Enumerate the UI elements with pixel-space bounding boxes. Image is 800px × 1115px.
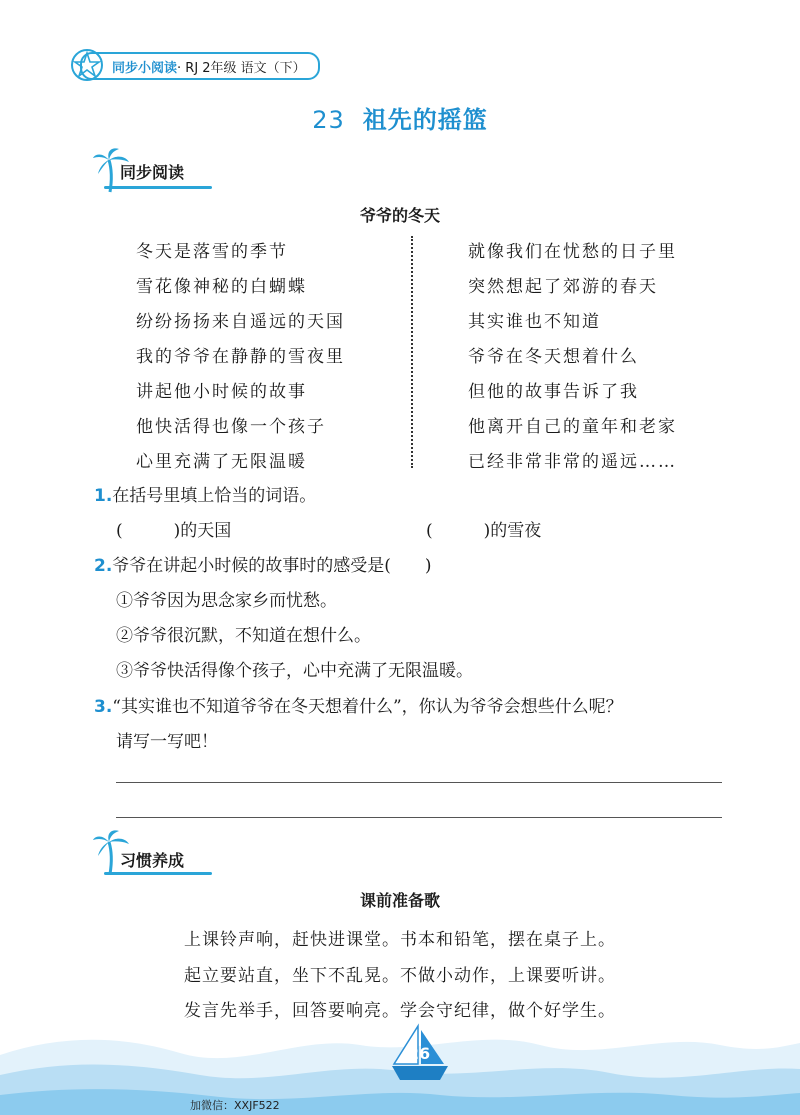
section-reading-label: 同步阅读 xyxy=(120,163,185,182)
section-habit-underline xyxy=(104,872,212,875)
blank-snowy-night[interactable]: ( )的雪夜 xyxy=(426,521,542,541)
poem-line: 他快活得也像一个孩子 xyxy=(136,417,326,437)
poem-line: 但他的故事告诉了我 xyxy=(468,382,639,402)
question-3-text-continued: 请写一写吧！ xyxy=(116,732,218,752)
answer-line[interactable] xyxy=(116,817,722,818)
question-2-text: 爷爷在讲起小时候的故事时的感受是( ) xyxy=(112,556,432,576)
poem-line: 纷纷扬扬来自遥远的天国 xyxy=(136,312,345,332)
question-2 xyxy=(94,551,432,576)
question-3-number: 3. xyxy=(94,697,113,717)
series-info: · RJ 2年级 语文（下） xyxy=(177,60,306,76)
poem-title: 爷爷的冬天 xyxy=(359,206,440,225)
lesson-name: 祖先的摇篮 xyxy=(362,106,488,134)
poem-line: 爷爷在冬天想着什么 xyxy=(468,347,639,367)
series-brand: 同步小阅读 xyxy=(112,60,178,76)
poem-line: 他离开自己的童年和老家 xyxy=(468,417,677,437)
poem-line: 其实谁也不知道 xyxy=(468,312,601,332)
section-habit-label: 习惯养成 xyxy=(120,851,185,870)
lesson-title xyxy=(0,100,800,135)
poem-line: 雪花像神秘的白蝴蝶 xyxy=(136,277,307,297)
song-line: 上课铃声响，赶快进课堂。书本和铅笔，摆在桌子上。 xyxy=(184,930,616,950)
poem-line: 我的爷爷在静静的雪夜里 xyxy=(136,347,345,367)
poem-line: 讲起他小时候的故事 xyxy=(136,382,307,402)
blank-heavenly-kingdom[interactable]: ( )的天国 xyxy=(116,521,232,541)
answer-line[interactable] xyxy=(116,782,722,783)
series-badge xyxy=(80,52,320,80)
song-line: 起立要站直，坐下不乱晃。不做小动作，上课要听讲。 xyxy=(184,966,616,986)
poem-line: 突然想起了郊游的春天 xyxy=(468,277,658,297)
poem-divider xyxy=(411,236,413,468)
footer-text: 加微信：XXJF522 xyxy=(190,1099,280,1112)
page-number: 26 xyxy=(407,1044,431,1063)
song-line: 发言先举手，回答要响亮。学会守纪律，做个好学生。 xyxy=(184,1001,616,1021)
poem-line: 已经非常非常的遥远…… xyxy=(468,452,677,472)
poem-line: 冬天是落雪的季节 xyxy=(136,242,288,262)
question-1-number: 1. xyxy=(94,486,113,506)
song-title: 课前准备歌 xyxy=(359,891,440,910)
question-2-option[interactable]: ②爷爷很沉默，不知道在想什么。 xyxy=(116,626,371,646)
question-1-text: 在括号里填上恰当的词语。 xyxy=(112,486,317,506)
question-2-option[interactable]: ③爷爷快活得像个孩子，心中充满了无限温暖。 xyxy=(116,661,473,681)
lesson-number: 23 xyxy=(312,106,345,134)
poem-line: 就像我们在忧愁的日子里 xyxy=(468,242,677,262)
section-reading-underline xyxy=(104,186,212,189)
question-3 xyxy=(94,692,623,717)
question-2-number: 2. xyxy=(94,556,113,576)
question-2-option[interactable]: ①爷爷因为思念家乡而忧愁。 xyxy=(116,591,337,611)
question-1 xyxy=(94,481,316,506)
poem-line: 心里充满了无限温暖 xyxy=(136,452,307,472)
question-3-text: “其实谁也不知道爷爷在冬天想着什么”，你认为爷爷会想些什么呢？ xyxy=(112,697,623,717)
